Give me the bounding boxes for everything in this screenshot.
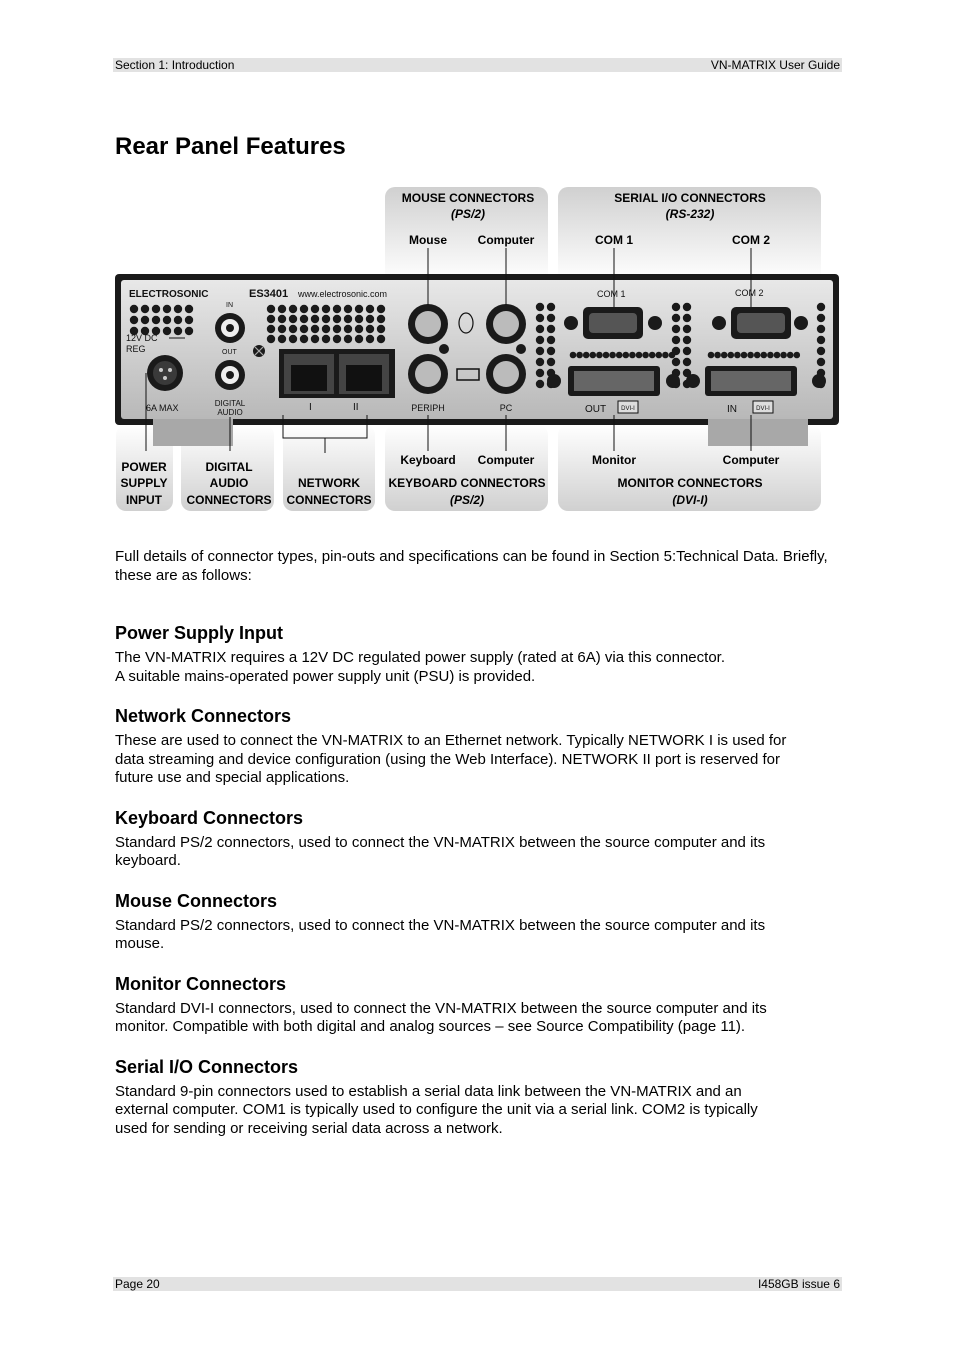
mouse-left-label: Mouse: [408, 233, 448, 247]
page-title: Rear Panel Features: [115, 133, 346, 160]
header-right: VN-MATRIX User Guide: [710, 58, 840, 72]
section-title: Mouse Connectors: [115, 891, 278, 911]
mouse-group-title: MOUSE CONNECTORS: [401, 191, 535, 205]
dvi-out-panel-label: OUT: [585, 404, 607, 415]
serial-left-label: COM 1: [594, 233, 634, 247]
brand-url: www.electrosonic.com: [298, 289, 388, 299]
power-group-line-3: INPUT: [126, 493, 162, 507]
monitor-left-label: Monitor: [592, 453, 636, 467]
periph-label: PERIPH: [411, 403, 445, 413]
section-line: A suitable mains-operated power supply unit (PSU) is provided.: [115, 668, 536, 685]
power-label-12v: 12V DC: [126, 333, 158, 343]
pc-label: PC: [499, 403, 513, 413]
section-line: future use and special applications.: [115, 769, 350, 786]
section-line: external computer. COM1 is typically used to configure the unit via a serial link. COM2 is typically: [115, 1101, 758, 1118]
network-group-line-2: CONNECTORS: [286, 493, 372, 507]
monitor-group-title: MONITOR CONNECTORS: [617, 476, 763, 490]
audio-panel-label-1: DIGITAL: [214, 399, 246, 408]
section-line: These are used to connect the VN-MATRIX to an Ethernet network. Typically NETWORK I is used for: [115, 732, 787, 749]
section-title: Power Supply Input: [115, 623, 284, 643]
network-group-line-1: NETWORK: [298, 476, 360, 490]
network-port-2-label: II: [353, 402, 359, 413]
dvi-in-tag: DVI-I: [756, 406, 770, 412]
audio-in-label: IN: [226, 302, 233, 309]
serial-right-label: COM 2: [731, 233, 771, 247]
dvi-in-panel-label: IN: [727, 404, 737, 415]
audio-group-line-1: DIGITAL: [205, 460, 253, 474]
unit-foot-left: [153, 419, 233, 446]
section-title: Keyboard Connectors: [115, 808, 304, 828]
section-line: keyboard.: [115, 852, 181, 869]
dvi-out-tag: DVI-I: [621, 406, 635, 412]
section-line: The VN-MATRIX requires a 12V DC regulated power supply (rated at 6A) via this connector.: [115, 649, 725, 666]
section-line: monitor. Compatible with both digital and analog sources – see Source Compatibility (page 11).: [115, 1018, 746, 1035]
rear-panel-figure: [113, 185, 843, 515]
monitor-right-label: Computer: [722, 453, 780, 467]
keyboard-group-title: KEYBOARD CONNECTORS: [388, 476, 546, 490]
keyboard-right-label: Computer: [477, 453, 535, 467]
section-line: Standard PS/2 connectors, used to connect the VN-MATRIX between the source computer and its: [115, 917, 766, 934]
footer-right: I458GB issue 6: [757, 1277, 840, 1291]
section-line: mouse.: [115, 935, 165, 952]
page-header: [113, 58, 842, 72]
section-title: Serial I/O Connectors: [115, 1057, 299, 1077]
page-footer: [113, 1277, 842, 1291]
section-line: used for sending or receiving serial data across a network.: [115, 1120, 503, 1137]
com1-panel-label: COM 1: [597, 289, 626, 299]
network-port-1-label: I: [309, 402, 312, 413]
audio-panel-label-2: AUDIO: [217, 408, 243, 417]
model-number: ES3401: [249, 288, 289, 300]
header-left: Section 1: Introduction: [115, 58, 235, 72]
monitor-group-sub: (DVI-I): [672, 493, 708, 507]
section-title: Monitor Connectors: [115, 974, 286, 994]
power-label-reg: REG: [126, 344, 146, 354]
mouse-group-sub: (PS/2): [450, 207, 486, 221]
section-line: Standard 9-pin connectors used to establish a serial data link between the VN-MATRIX and an: [115, 1083, 742, 1100]
section-line: Standard PS/2 connectors, used to connect the VN-MATRIX between the source computer and its: [115, 834, 766, 851]
section-line: Standard DVI-I connectors, used to connect the VN-MATRIX between the source computer and its: [115, 1000, 767, 1017]
audio-group-line-2: AUDIO: [209, 476, 249, 490]
section-title: Network Connectors: [115, 706, 292, 726]
footer-left: Page 20: [115, 1277, 160, 1291]
com2-panel-label: COM 2: [735, 288, 764, 298]
power-group-line-1: POWER: [121, 460, 167, 474]
section-line: data streaming and device configuration (using the Web Interface). NETWORK II port is reserved for: [115, 751, 781, 768]
audio-out-label: OUT: [222, 349, 237, 356]
power-max-label: 6A MAX: [146, 403, 179, 413]
mouse-right-label: Computer: [477, 233, 535, 247]
serial-group-sub: (RS-232): [665, 207, 715, 221]
keyboard-left-label: Keyboard: [400, 453, 456, 467]
power-group-line-2: SUPPLY: [120, 476, 168, 490]
audio-group-line-3: CONNECTORS: [186, 493, 272, 507]
brand-logo: ELECTROSONIC: [129, 289, 209, 300]
intro-paragraph: Full details of connector types, pin-outs and specifications can be found in Section 5:Technical Data. Briefly, these are as follows:: [115, 548, 828, 584]
serial-group-title: SERIAL I/O CONNECTORS: [614, 191, 766, 205]
unit-foot-right: [708, 419, 808, 446]
keyboard-group-sub: (PS/2): [449, 493, 485, 507]
